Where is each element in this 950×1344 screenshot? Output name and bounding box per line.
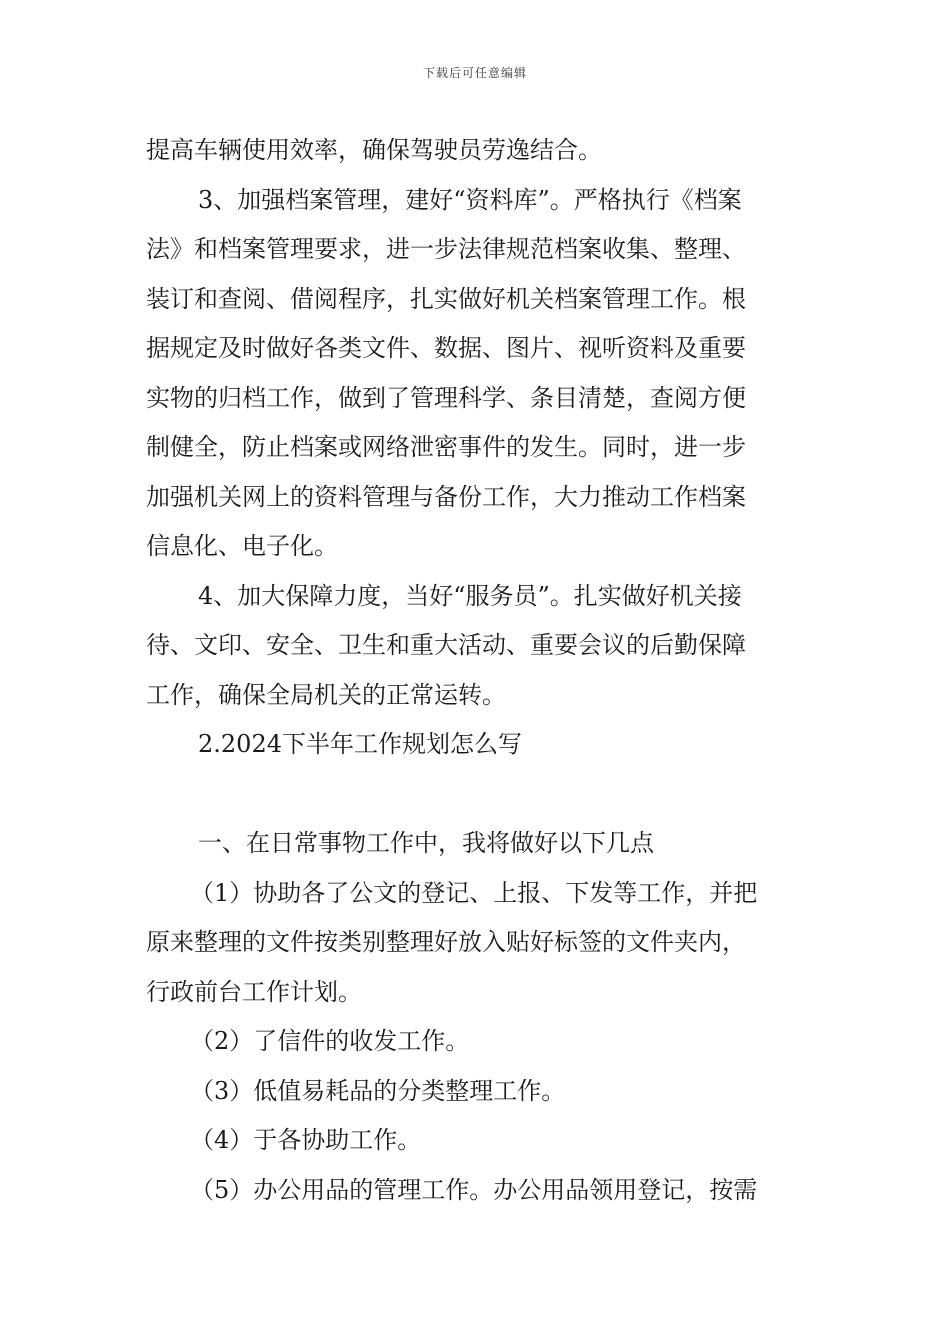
text-line-16: （1）协助各了公文的登记、上报、下发等工作，并把 — [190, 878, 758, 907]
section-heading: 2.2024下半年工作规划怎么写 — [198, 730, 522, 758]
page-header: 下载后可任意编辑 — [422, 66, 527, 80]
document-body — [146, 126, 810, 1215]
text-line-5: 据规定及时做好各类文件、数据、图片、视听资料及重要 — [146, 334, 746, 362]
text-line-15: 一、在日常事物工作中，我将做好以下几点 — [198, 829, 654, 857]
text-line-20: （3）低值易耗品的分类整理工作。 — [190, 1076, 566, 1105]
text-line-18: 行政前台工作计划。 — [146, 977, 362, 1006]
text-line-10: 4、加大保障力度，当好“服务员”。扎实做好机关接 — [198, 581, 742, 610]
text-line-6: 实物的归档工作，做到了管理科学、条目清楚，查阅方便 — [146, 383, 746, 412]
blank-line — [146, 770, 810, 820]
text-line-4: 装订和查阅、借阅程序，扎实做好机关档案管理工作。根 — [146, 284, 746, 313]
text-line-1: 提高车辆使用效率，确保驾驶员劳逸结合。 — [146, 136, 602, 164]
text-line-11: 待、文印、安全、卫生和重大活动、重要会议的后勤保障 — [146, 631, 746, 659]
text-line-21: （4）于各协助工作。 — [190, 1126, 422, 1154]
text-line-8: 加强机关网上的资料管理与备份工作，大力推动工作档案 — [146, 482, 746, 511]
text-line-12: 工作，确保全局机关的正常运转。 — [146, 680, 506, 709]
text-line-7: 制健全，防止档案或网络泄密事件的发生。同时，进一步 — [146, 433, 746, 461]
text-line-3: 法》和档案管理要求，进一步法律规范档案收集、整理、 — [146, 235, 746, 263]
text-line-2: 3、加强档案管理，建好“资料库”。严格执行《档案 — [198, 185, 742, 214]
text-line-19: （2）了信件的收发工作。 — [190, 1027, 470, 1055]
text-line-9: 信息化、电子化。 — [146, 532, 338, 560]
text-line-17: 原来整理的文件按类别整理好放入贴好标签的文件夹内， — [146, 928, 746, 956]
text-line-22: （5）办公用品的管理工作。办公用品领用登记，按需 — [190, 1175, 758, 1204]
